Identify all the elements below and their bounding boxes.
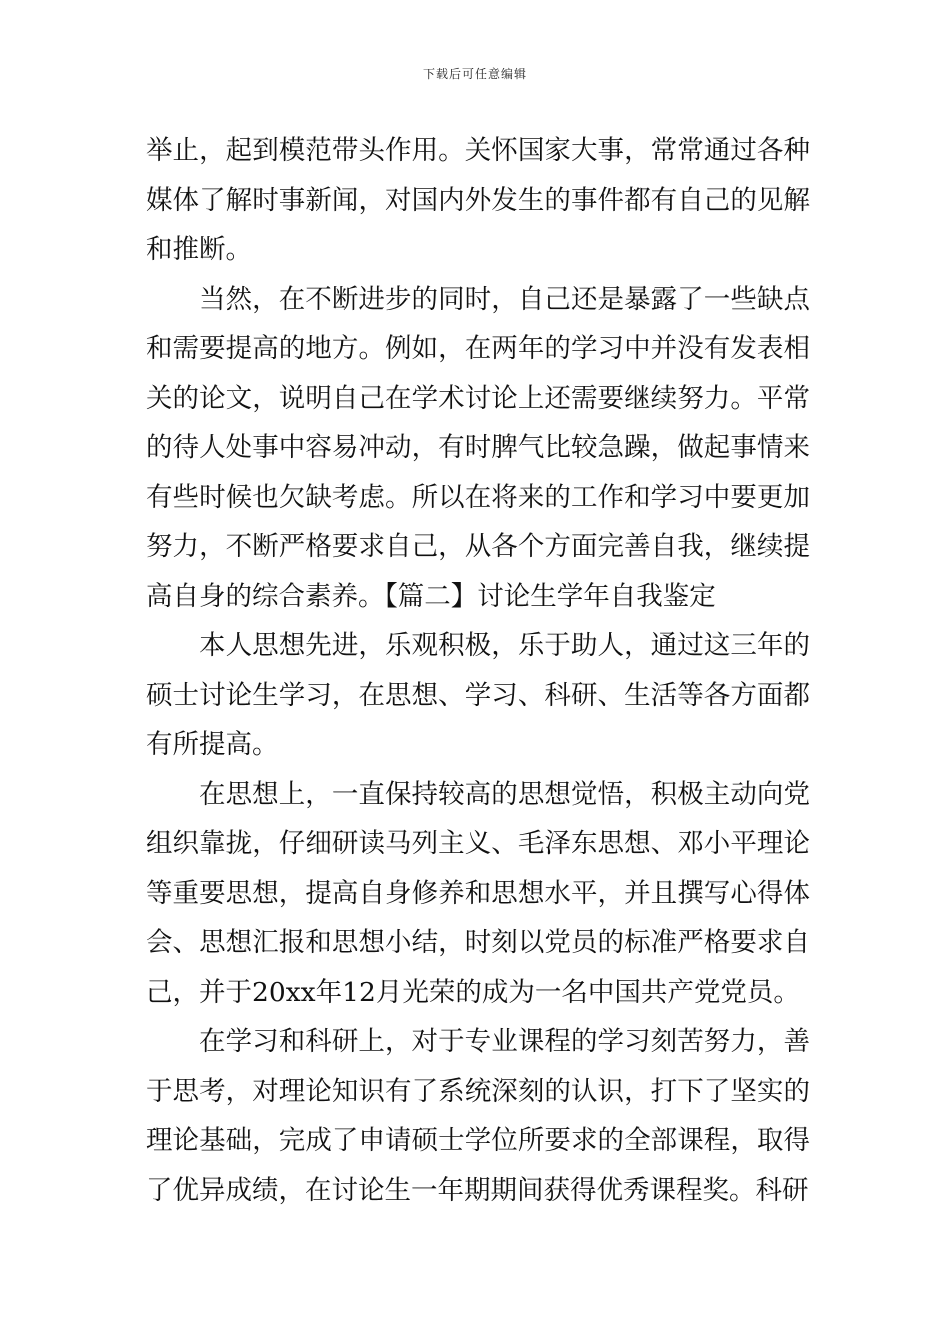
paragraph-2: 当然，在不断进步的同时，自己还是暴露了一些缺点和需要提高的地方。例如，在两年的学习中并没有发表相关的论文，说明自己在学术讨论上还需要继续努力。平常的待人处事中容易冲动，有时脾气比较急躁，做起事情来有些时候也欠缺考虑。所以在将来的工作和学习中要更加努力，不断严格要求自己，从各个方面完善自我，继续提高自身的综合素养。【篇二】讨论生学年自我鉴定 <box>146 283 810 612</box>
document-body <box>146 126 810 1215</box>
paragraph-3: 本人思想先进，乐观积极，乐于助人，通过这三年的硕士讨论生学习，在思想、学习、科研、生活等各方面都有所提高。 <box>146 630 810 760</box>
paragraph-4: 在思想上，一直保持较高的思想觉悟，积极主动向党组织靠拢，仔细研读马列主义、毛泽东思想、邓小平理论等重要思想，提高自身修养和思想水平，并且撰写心得体会、思想汇报和思想小结，时刻以党员的标准严格要求自己，并于20xx年12月光荣的成为一名中国共产党党员。 <box>146 778 810 1008</box>
paragraph-1: 举止，起到模范带头作用。关怀国家大事，常常通过各种媒体了解时事新闻，对国内外发生的事件都有自己的见解和推断。 <box>146 135 810 265</box>
page-header: 下载后可任意编辑 <box>422 67 527 81</box>
paragraph-5: 在学习和科研上，对于专业课程的学习刻苦努力，善于思考，对理论知识有了系统深刻的认识，打下了坚实的理论基础，完成了申请硕士学位所要求的全部课程，取得了优异成绩，在讨论生一年期期间获得优秀课程奖。科研 <box>146 1026 810 1206</box>
